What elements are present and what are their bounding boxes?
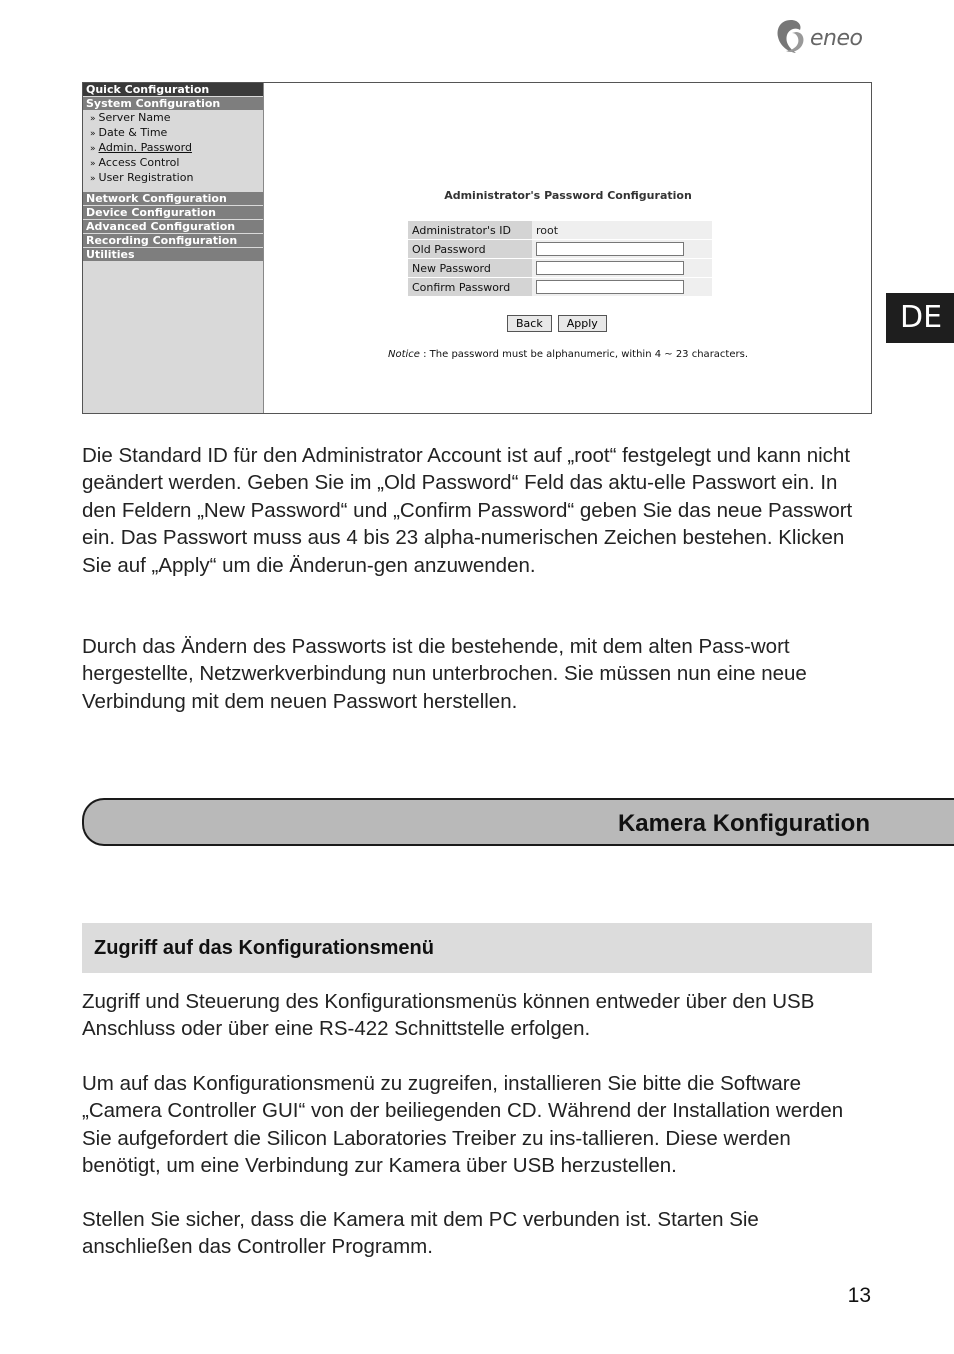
logo-wordmark: eneo: [810, 26, 863, 51]
language-tab: DE: [886, 293, 954, 343]
double-chevron-icon: »: [90, 159, 96, 169]
back-button[interactable]: Back: [507, 315, 552, 332]
new-password-input[interactable]: [536, 261, 684, 275]
form-row-new-password: [408, 259, 712, 278]
confirm-password-input[interactable]: [536, 280, 684, 294]
subsection-title: Zugriff auf das Konfigurationsmenü: [94, 937, 434, 959]
sidebar-header-recording[interactable]: Recording Configuration: [83, 234, 263, 247]
sidebar-item-server-name[interactable]: » Server Name: [90, 111, 171, 124]
section-title: Kamera Konfiguration: [617, 810, 870, 837]
new-password-label: New Password: [408, 259, 532, 278]
double-chevron-icon: »: [90, 174, 96, 184]
sidebar-header-network[interactable]: Network Configuration: [83, 192, 263, 205]
paragraph-access-usb: Zugriff und Steuerung des Konfigurationsmenüs können entweder über den USB Anschluss oder über eine RS-422 Schnittstelle erfolgen.: [82, 990, 815, 1041]
apply-button[interactable]: Apply: [558, 315, 607, 332]
sidebar-header-advanced[interactable]: Advanced Configuration: [83, 220, 263, 233]
sidebar-item-access-control[interactable]: » Access Control: [90, 156, 180, 169]
admin-password-screenshot: [82, 82, 872, 414]
sidebar-header-device[interactable]: Device Configuration: [83, 206, 263, 219]
sidebar-header-quick[interactable]: Quick Configuration: [83, 83, 263, 96]
sidebar-header-system[interactable]: System Configuration: [83, 97, 263, 110]
confirm-password-label: Confirm Password: [408, 278, 532, 297]
sidebar-item-date-time[interactable]: » Date & Time: [90, 126, 168, 139]
notice-text: : The password must be alphanumeric, within 4 ~ 23 characters.: [419, 349, 748, 360]
subsection-header: [82, 923, 872, 973]
paragraph-default-id: Die Standard ID für den Administrator Account ist auf „root“ festgelegt und kann nicht geändert werden. Geben Sie im „Old Password“ Feld das aktu-elle Passwort ein. In den Feldern „New Password“ und „Confirm Password“ geben Sie das neue Passwort ein. Das Passwort muss aus 4 bis 23 alpha-numerischen Zeichen bestehen. Klicken Sie auf „Apply“ um die Änderun-gen anzuwenden.: [82, 444, 853, 577]
admin-id-label: Administrator's ID: [408, 221, 532, 240]
password-notice: [263, 349, 873, 360]
old-password-label: Old Password: [408, 240, 532, 259]
sidebar-header-utilities[interactable]: Utilities: [83, 248, 263, 261]
notice-label: Notice: [388, 349, 420, 360]
page-number: 13: [847, 1284, 871, 1307]
password-form: [408, 221, 712, 297]
form-row-old-password: [408, 240, 712, 259]
double-chevron-icon: »: [90, 114, 96, 124]
sidebar-item-user-registration[interactable]: » User Registration: [90, 171, 194, 184]
eneo-logo: [774, 18, 874, 58]
paragraph-install-software: Um auf das Konfigurationsmenü zu zugreifen, installieren Sie bitte die Software „Camera Controller GUI“ von der beiliegenden CD. Während der Installation werden Sie aufgefordert die Silicon Laboratories Treiber zu ins-tallieren. Diese werden benötigt, um eine Verbindung zur Kamera über USB herzustellen.: [82, 1072, 844, 1178]
password-config-title: Administrator's Password Configuration: [444, 189, 692, 202]
sidebar-item-admin-password[interactable]: » Admin. Password: [90, 141, 192, 154]
double-chevron-icon: »: [90, 129, 96, 139]
eneo-swirl-icon: [774, 18, 808, 56]
section-bar: [82, 798, 954, 846]
config-sidebar: [83, 83, 264, 413]
form-buttons: [507, 312, 613, 332]
form-row-admin-id: [408, 221, 712, 240]
paragraph-connect-camera: Stellen Sie sicher, dass die Kamera mit dem PC verbunden ist. Starten Sie anschließen das Controller Programm.: [82, 1208, 759, 1259]
old-password-input[interactable]: [536, 242, 684, 256]
double-chevron-icon: »: [90, 144, 96, 154]
paragraph-connection-interrupted: Durch das Ändern des Passworts ist die bestehende, mit dem alten Pass-wort hergestellte, Netzwerkverbindung nun unterbrochen. Sie müssen nun eine neue Verbindung mit dem neuen Passwort herstellen.: [82, 635, 807, 713]
form-row-confirm-password: [408, 278, 712, 297]
admin-id-value: root: [532, 221, 712, 240]
